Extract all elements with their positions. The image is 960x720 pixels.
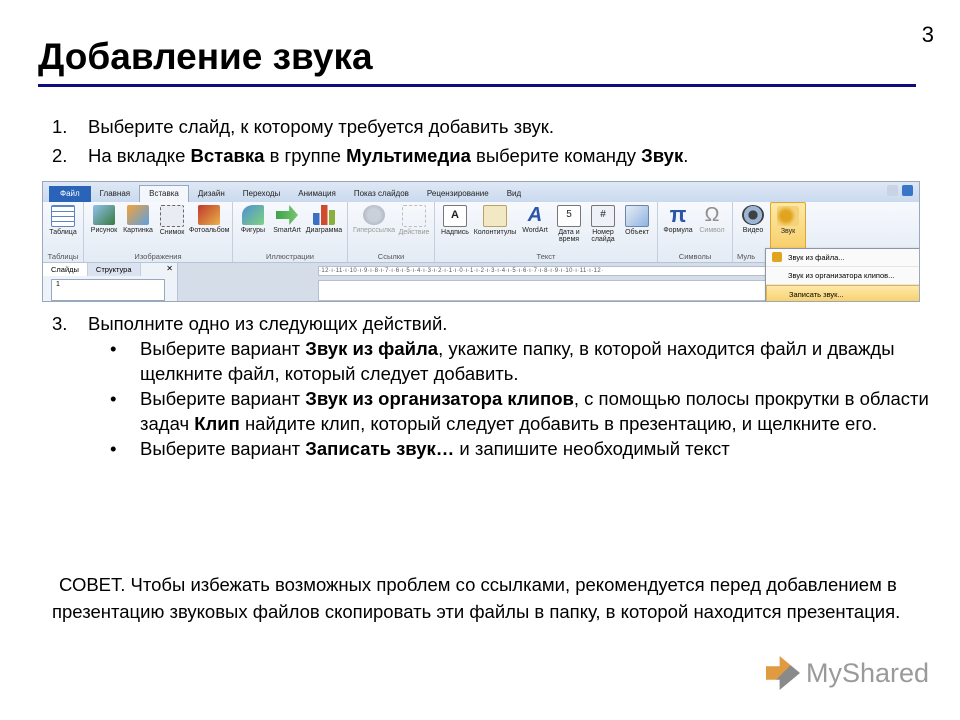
button-label: Гиперссылка [352, 227, 396, 234]
text-run: Выберите вариант [140, 438, 306, 459]
action-icon [402, 205, 426, 227]
button-label: Формула [663, 227, 693, 234]
button-label: Диаграмма [305, 227, 343, 234]
button-label: Видео [742, 227, 764, 234]
button-label: Фотоальбом [189, 227, 230, 234]
button-label: Номер слайда [591, 229, 615, 243]
date-time-icon: 5 [557, 205, 581, 227]
page-title: Добавление звука [38, 36, 373, 77]
group-links [348, 202, 435, 262]
text-run: и запишите необходимый текст [454, 438, 730, 459]
text-run: выберите команду [470, 145, 642, 166]
group-images [84, 202, 233, 262]
button-label: Символ [699, 227, 725, 234]
button-label: Картинка [123, 227, 153, 234]
pane-tabs [43, 263, 177, 276]
menu-item-label: Звук из файла... [788, 253, 845, 262]
tab-animation[interactable]: Анимация [298, 189, 336, 198]
bold-text: Звук из файла [305, 338, 439, 359]
instructions-body [52, 311, 932, 461]
group-label: Муль [737, 252, 756, 261]
options-list [52, 336, 932, 461]
tab-slides[interactable]: Слайды [43, 263, 88, 276]
step-2 [52, 141, 932, 170]
hyperlink-icon [363, 205, 385, 225]
bold-text: Вставка [190, 145, 265, 166]
smartart-icon [276, 205, 298, 225]
bold-text: Клип [194, 413, 240, 434]
sound-dropdown-menu [765, 248, 920, 302]
step-3 [52, 311, 932, 336]
button-label: Звук [780, 228, 796, 235]
tab-view[interactable]: Вид [506, 189, 522, 198]
photo-album-icon [198, 205, 220, 225]
menu-item-sound-from-file[interactable] [766, 249, 920, 267]
shapes-icon [242, 205, 264, 225]
group-label: Символы [678, 252, 712, 261]
object-icon [625, 205, 649, 227]
button-label: Колонтитулы [473, 229, 517, 236]
text-run: Выберите вариант [140, 338, 306, 359]
step-1 [52, 112, 932, 141]
button-label: Действие [398, 229, 430, 236]
bullet-dot: • [110, 388, 117, 409]
step-number: 2. [52, 145, 68, 166]
tab-insert[interactable]: Вставка [139, 185, 189, 202]
group-symbols [658, 202, 733, 262]
watermark-text: MyShared [806, 657, 930, 688]
ribbon-screenshot [42, 181, 920, 302]
minimize-ribbon-icon[interactable] [887, 185, 898, 196]
button-label: Фигуры [240, 227, 266, 234]
group-label: Текст [536, 252, 556, 261]
list-item [52, 436, 932, 461]
bullet-dot: • [110, 338, 117, 359]
tab-home[interactable]: Главная [99, 189, 131, 198]
group-tables [43, 202, 84, 262]
video-icon [742, 205, 764, 225]
button-label: Таблица [49, 229, 77, 236]
tab-design[interactable]: Дизайн [197, 189, 225, 198]
step-number: 3. [52, 313, 68, 334]
text-run: Выберите вариант [140, 388, 306, 409]
sound-file-icon [772, 252, 782, 262]
button-label: SmartArt [273, 227, 301, 234]
list-item [52, 386, 932, 436]
close-icon[interactable]: ✕ [166, 264, 173, 273]
menu-item-label: Звук из организатора клипов... [788, 271, 895, 280]
button-label: WordArt [522, 227, 548, 234]
wordart-icon: A [527, 204, 543, 226]
bold-text: Мультимедиа [346, 145, 471, 166]
title-underline [38, 84, 916, 87]
slides-pane [43, 263, 178, 301]
group-illustrations [233, 202, 348, 262]
tab-file[interactable]: Файл [49, 186, 91, 202]
myshared-logo-icon [766, 656, 800, 690]
slide-number-icon: # [591, 205, 615, 227]
menu-item-record-sound[interactable] [766, 285, 920, 302]
group-label: Ссылки [377, 252, 405, 261]
list-item [52, 336, 932, 386]
slide-thumb-number: 1 [56, 281, 60, 288]
button-label: Рисунок [90, 227, 118, 234]
horizontal-ruler: ·12·ı·11·ı·10·ı·9·ı·8·ı·7·ı·6·ı·5·ı·4·ı·3·ı·2·ı·1·ı·0·ı·1·ı·2·ı·3·ı·4·ı·5·ı·6·ı·7·ı·8·ı·9·ı·10·ı·11·ı·12· [318, 266, 907, 276]
text-run: найдите клип, который следует добавить в презентацию, и щелкните его. [239, 413, 878, 434]
screenshot-icon [160, 205, 184, 227]
picture-icon [93, 205, 115, 225]
tab-outline[interactable]: Структура [88, 263, 141, 276]
bold-text: Звук [641, 145, 684, 166]
ribbon-window-controls [887, 185, 913, 196]
sound-icon [777, 206, 799, 226]
header-footer-icon [483, 205, 507, 227]
text-run: На вкладке [88, 145, 191, 166]
slide-thumbnail[interactable] [51, 279, 165, 301]
menu-item-sound-from-clip-organizer[interactable] [766, 267, 920, 285]
bold-text: Записать звук… [305, 438, 455, 459]
group-label: Изображения [134, 252, 182, 261]
step-text: Выберите слайд, к которому требуется добавить звук. [88, 116, 555, 137]
group-label: Таблицы [47, 252, 79, 261]
bold-text: Звук из организатора клипов [305, 388, 574, 409]
bullet-dot: • [110, 438, 117, 459]
table-icon [51, 205, 75, 227]
step-text: Выполните одно из следующих действий. [88, 313, 448, 334]
step-text [88, 141, 688, 170]
ribbon-tab-row [43, 182, 919, 202]
button-label: Снимок [159, 229, 185, 236]
button-label: Надпись [441, 229, 469, 236]
formula-icon: π [669, 202, 687, 227]
page-number: 3 [921, 22, 934, 47]
button-label: Объект [625, 229, 649, 236]
tab-transitions[interactable]: Переходы [242, 189, 281, 198]
group-text [435, 202, 658, 262]
tip-text: СОВЕТ. Чтобы избежать возможных проблем со ссылками, рекомендуется перед добавлением в презентацию звуковых файлов скопировать эти файлы в папку, в которой находится презентация. [52, 574, 901, 622]
chart-icon [313, 205, 335, 225]
text-run: в группе [264, 145, 347, 166]
symbol-icon: Ω [704, 204, 720, 226]
tab-slideshow[interactable]: Показ слайдов [353, 189, 409, 198]
text-run: , с помощью полосы прокрутки в области задач [140, 388, 929, 434]
textbox-icon: A [443, 205, 467, 227]
tip-paragraph [52, 571, 932, 625]
text-run: . [683, 145, 689, 166]
help-icon[interactable] [902, 185, 913, 196]
steps-list [52, 112, 932, 170]
menu-item-label: Записать звук... [789, 290, 844, 299]
tab-review[interactable]: Рецензирование [426, 189, 489, 198]
group-label: Иллюстрации [266, 252, 314, 261]
watermark-logo [766, 656, 929, 690]
text-run: , укажите папку, в которой находится файл и дважды щелкните файл, который следует добавить. [140, 338, 895, 384]
button-label: Дата и время [558, 229, 580, 243]
step-number: 1. [52, 116, 68, 137]
clipart-icon [127, 205, 149, 225]
